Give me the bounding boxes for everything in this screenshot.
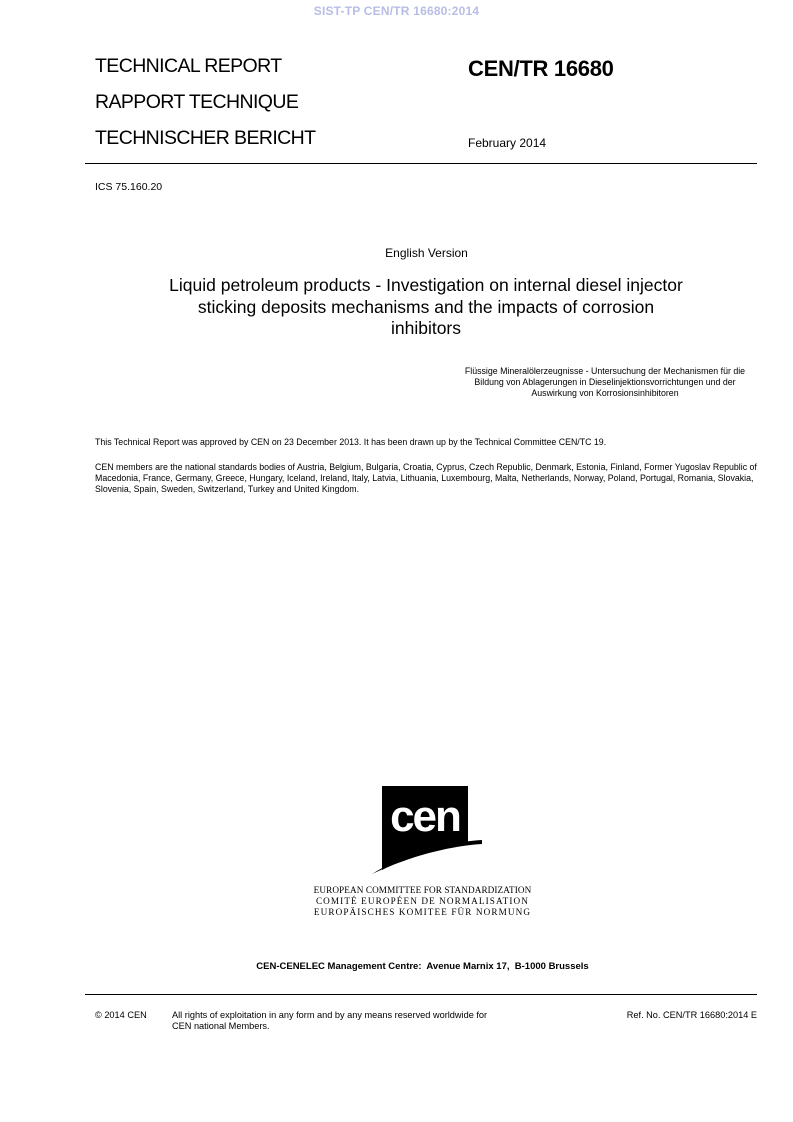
document-date: February 2014 [468, 136, 547, 150]
reference-number: Ref. No. CEN/TR 16680:2014 E [626, 1010, 757, 1020]
language-version: English Version [385, 246, 468, 260]
header-divider [85, 163, 757, 164]
footer-divider [85, 994, 757, 995]
watermark: SIST-TP CEN/TR 16680:2014 [313, 4, 480, 18]
ics-code: ICS 75.160.20 [95, 181, 163, 193]
document-number: CEN/TR 16680 [468, 56, 614, 81]
cen-logo-icon [370, 786, 482, 876]
rights-statement: All rights of exploitation in any form and by any means reserved worldwide for CEN national Members. [172, 1010, 488, 1031]
document-title-german: Flüssige Mineralölerzeugnisse - Untersuchung der Mechanismen für die Bildung von Ablagerungen in Dieselinjektionsvorrichtungen und der Auswirkung von Korrosionsinhibitoren [464, 366, 746, 398]
management-centre-address: CEN-CENELEC Management Centre: Avenue Marnix 17, B-1000 Brussels [256, 961, 589, 972]
copyright: © 2014 CEN [95, 1010, 147, 1020]
report-type-de: TECHNISCHER BERICHT [95, 127, 316, 149]
cen-logo-text: cen [390, 792, 460, 841]
organization-name-de: EUROPÄISCHES KOMITEE FÜR NORMUNG [313, 907, 532, 918]
report-type-en: TECHNICAL REPORT [95, 55, 282, 77]
organization-names [0, 885, 793, 919]
approval-statement: This Technical Report was approved by CEN on 23 December 2013. It has been drawn up by the Technical Committee CEN/TC 19. [95, 437, 607, 447]
organization-name-fr: COMITÉ EUROPÉEN DE NORMALISATION [315, 896, 530, 907]
organization-name-en: EUROPEAN COMMITTEE FOR STANDARDIZATION [313, 885, 532, 895]
report-type-fr: RAPPORT TECHNIQUE [95, 91, 299, 113]
document-title: Liquid petroleum products - Investigation on internal diesel injector sticking deposits mechanisms and the impacts of corrosion inhibitors [169, 275, 683, 338]
members-statement: CEN members are the national standards bodies of Austria, Belgium, Bulgaria, Croatia, Cyprus, Czech Republic, Denmark, Estonia, Finland, Former Yugoslav Republic of Macedonia, France, Germany, Greece, Hungary, Iceland, Ireland, Italy, Latvia, Lithuania, Luxembourg, Malta, Netherlands, Norway, Poland, Portugal, Romania, Slovakia, Slovenia, Spain, Sweden, Switzerland, Turkey and United Kingdom. [95, 462, 757, 494]
